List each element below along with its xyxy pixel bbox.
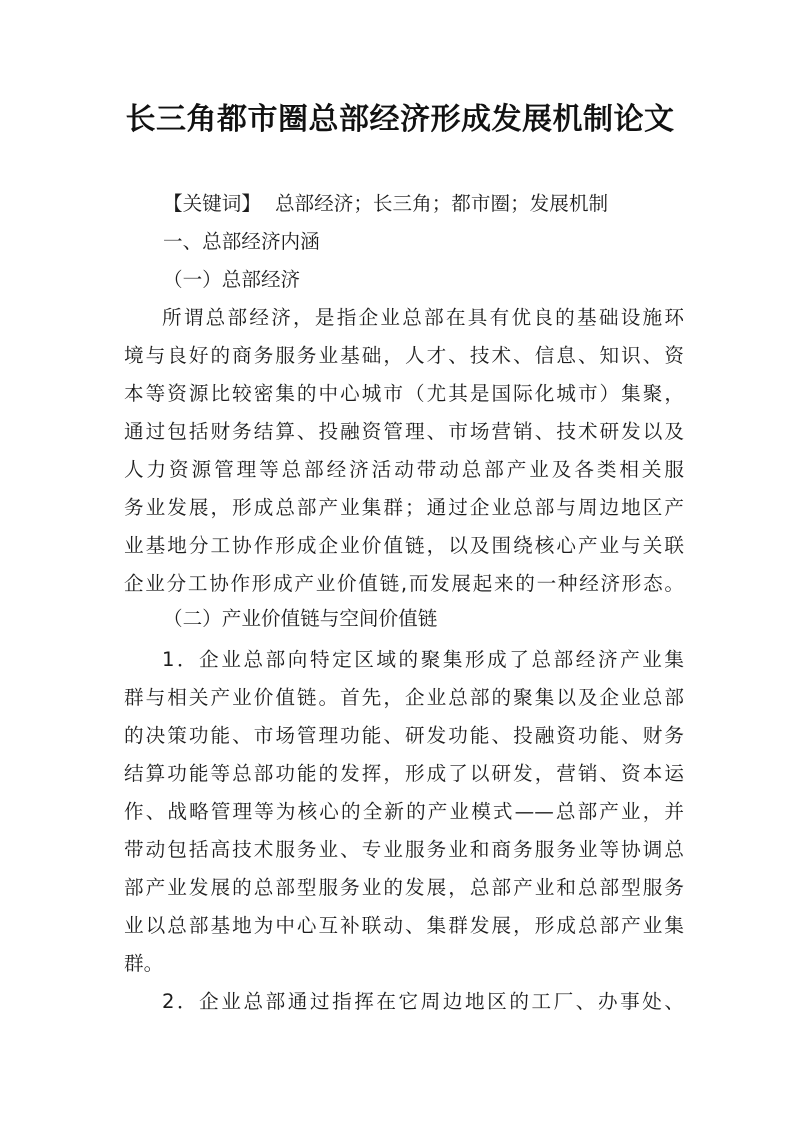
keywords-label: 【关键词】 bbox=[163, 192, 261, 215]
paragraph-line: 业以总部基地为中心互补联动、集群发展，形成总部产业集 bbox=[124, 914, 684, 937]
paragraph-line: 部产业发展的总部型服务业的发展，总部产业和总部型服务 bbox=[124, 876, 684, 899]
paragraph-line: 带动包括高技术服务业、专业服务业和商务服务业等协调总 bbox=[124, 838, 684, 861]
paragraph-line: 群。 bbox=[124, 952, 164, 975]
paragraph-line: 人力资源管理等总部经济活动带动总部产业及各类相关服 bbox=[124, 458, 684, 481]
paragraph-line: 2．企业总部通过指挥在它周边地区的工厂、办事处、 bbox=[162, 990, 684, 1013]
paragraph-line: 境与良好的商务服务业基础，人才、技术、信息、知识、资 bbox=[124, 344, 684, 367]
paragraph-line: 企业分工协作形成产业价值链,而发展起来的一种经济形态。 bbox=[124, 572, 684, 595]
paragraph-line: 群与相关产业价值链。首先，企业总部的聚集以及企业总部 bbox=[124, 686, 684, 709]
keywords-text: 总部经济；长三角；都市圈；发展机制 bbox=[274, 192, 609, 215]
subsection-heading: （二）产业价值链与空间价值链 bbox=[163, 607, 438, 630]
paragraph-line: 的决策功能、市场管理功能、研发功能、投融资功能、财务 bbox=[124, 724, 684, 747]
subsection-heading: （一）总部经济 bbox=[163, 268, 301, 291]
paragraph-line: 本等资源比较密集的中心城市（尤其是国际化城市）集聚， bbox=[124, 382, 684, 405]
paragraph-line: 业基地分工协作形成企业价值链，以及围绕核心产业与关联 bbox=[124, 534, 684, 557]
paragraph-line: 结算功能等总部功能的发挥，形成了以研发，营销、资本运 bbox=[124, 762, 684, 785]
paragraph-line: 务业发展，形成总部产业集群；通过企业总部与周边地区产 bbox=[124, 496, 684, 519]
document-title: 长三角都市圈总部经济形成发展机制论文 bbox=[125, 102, 675, 137]
paragraph-line: 所谓总部经济，是指企业总部在具有优良的基础设施环 bbox=[162, 306, 684, 329]
paragraph-line: 通过包括财务结算、投融资管理、市场营销、技术研发以及 bbox=[124, 420, 684, 443]
paragraph-line: 作、战略管理等为核心的全新的产业模式——总部产业，并 bbox=[124, 800, 684, 823]
paragraph-line: 1．企业总部向特定区域的聚集形成了总部经济产业集 bbox=[162, 648, 684, 671]
section-heading: 一、总部经济内涵 bbox=[163, 230, 320, 253]
keywords-line bbox=[163, 190, 684, 217]
